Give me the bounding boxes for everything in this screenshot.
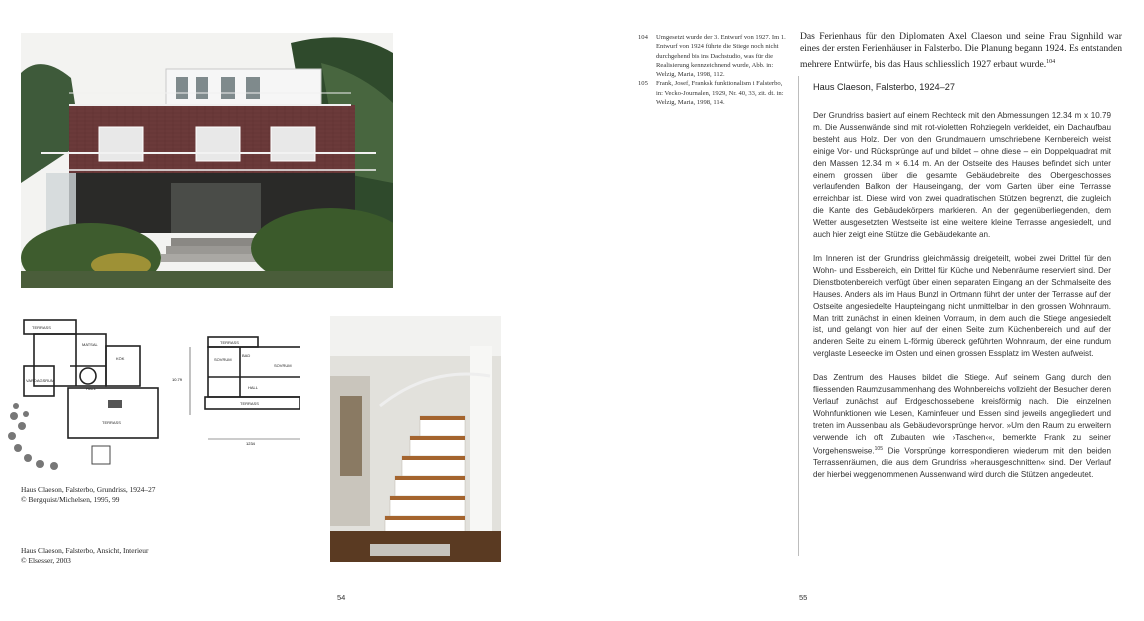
staircase-interior-photo	[330, 316, 501, 562]
box-title: Haus Claeson, Falsterbo, 1924–27	[813, 82, 955, 92]
ground-floor-plan-drawing	[4, 316, 162, 472]
floor-plan-caption-title: Haus Claeson, Falsterbo, Grundriss, 1924–27	[21, 485, 156, 494]
paragraph: Im Inneren ist der Grundriss gleichmässig dreigeteilt, wobei zwei Drittel für den Wohn- und Essbereich, ein Drittel für Küche und Nebenräume reserviert sind. Der Dienstbotenbereich verfügt über einen separaten Eingang an der Schmalseite des Hauses. Anders als im Haus Bunzl in Ortmann führt der unter der Terrasse auf der Ostseite angesiedelte Haupteingang nicht unmittelbar in den grossen Wohnraum. Man tritt zunächst in einen kleinen Vorraum, in dem auch die Stiege angesiedelt ist, und gelangt von hier auf der einen Seite zum Küchenbereich und auf der anderen Seite zu einem L-förmig übereck geführten Wohnraum, der eine rundum verglaste Leseecke im Osten und einen grossen Essplatz im Westen aufweist.	[813, 253, 1111, 359]
svg-text:TERRASS: TERRASS	[220, 340, 239, 345]
photo-caption-title: Haus Claeson, Falsterbo, Ansicht, Interieur	[21, 546, 149, 555]
intro-footnote-ref: 104	[1046, 58, 1056, 65]
svg-text:BAD: BAD	[242, 353, 251, 358]
footnotes	[638, 33, 786, 107]
svg-text:MATSAL: MATSAL	[82, 342, 98, 347]
svg-text:TERRASS: TERRASS	[102, 420, 121, 425]
svg-text:HALL: HALL	[86, 386, 97, 391]
floor-plan-caption-credit: © Bergquist/Michelsen, 1995, 99	[21, 495, 120, 504]
page-number-left: 54	[337, 593, 346, 602]
paragraph-footnote-ref: 105	[874, 445, 883, 452]
svg-text:HALL: HALL	[248, 385, 259, 390]
svg-text:TERRASS: TERRASS	[32, 325, 51, 330]
photo-caption	[21, 546, 221, 566]
staircase-illustration	[330, 316, 501, 562]
svg-text:TERRASS: TERRASS	[240, 401, 259, 406]
paragraph	[813, 372, 1111, 481]
right-page	[572, 0, 1144, 621]
photo-caption-credit: © Elsesser, 2003	[21, 556, 71, 565]
intro-text: Das Ferienhaus für den Diplomaten Axel Claeson und seine Frau Signhild war eines der ersten Ferienhäuser in Falsterbo. Die Planung begann 1924. Es entstanden mehrere Entwürfe, bis das Haus schliesslich 1927 erbaut wurde.	[800, 31, 1122, 70]
svg-text:KÖK: KÖK	[116, 356, 125, 361]
ground-floor-plan	[4, 316, 162, 472]
footnote	[638, 79, 786, 107]
footnote-number: 104	[638, 34, 648, 41]
house-exterior-illustration	[21, 33, 393, 288]
footnote-text: Umgesetzt wurde der 3. Entwurf von 1927. Im 1. Entwurf von 1924 führte die Stiege noch nicht durchgehend bis ins Dachstudio, was für die Realisierung kennzeichnend wurde, Abb. in: Welzig, Maria, 1998, 112.	[656, 34, 786, 79]
footnote-number: 105	[638, 80, 648, 88]
house-exterior-photo	[21, 33, 393, 288]
floor-plan-caption	[21, 485, 221, 505]
svg-text:1234: 1234	[246, 441, 255, 446]
upper-floor-plan-drawing	[170, 325, 300, 465]
paragraph: Der Grundriss basiert auf einem Rechteck mit den Abmessungen 12.34 m x 10.79 m. Die Aussenwände sind mit rot-violetten Rohziegeln verkleidet, ein Dachaufbau besteht aus Holz. Der von den Grundmauern umschriebene Kernbereich weist einige Vor- und Rücksprünge auf und bildet – ohne diese – ein Doppelquadrat mit den Massen 12.34 m × 6.14 m. An der Ostseite des Hauses befindet sich unter einem grossen über die gesamte Gebäudebreite des Obergeschosses verlaufenden Balkon der Hauseingang, der vom Garten über eine Terrasse erreichbar ist. Diese wird von zwei quadratischen Stützen begrenzt, die zugleich die Kante des Gebäudekörpers markieren. An der gegenüberliegenden, dem Wetter ausgesetzten Westseite ist eine weitere kleine Terrasse angesiedelt, und auch hier zeigt eine Stütze die Gebäudekante an.	[813, 111, 1111, 240]
box-text	[813, 110, 1111, 493]
footnote	[638, 33, 786, 79]
svg-text:SOVRUM: SOVRUM	[274, 363, 292, 368]
svg-text:10.79: 10.79	[172, 377, 183, 382]
svg-text:VARDAGSRUM: VARDAGSRUM	[26, 378, 55, 383]
paragraph-text: Das Zentrum des Hauses bildet die Stiege. Auf seinem Gang durch den fliessenden Raumzusammenhang des Wohnbereichs vollzieht der Besucher deren Verlauf zunächst auf Erdgeschossebene kreisförmig nach. Die einzelnen Wohnfunktionen wie Lesen, Kaminfeuer und Essen sind jeweils angegliedert und treten im Aussenbau als Gebäudevorsprünge hervor. »Um den Raum zu erweitern verwende ich oft Zubauten wie ›Taschen‹«, bemerkte Frank zu seiner Vorgehensweise.	[813, 373, 1111, 456]
page-number-right: 55	[799, 593, 808, 602]
svg-text:SOVRUM: SOVRUM	[214, 357, 232, 362]
paragraph-text-continued: Die Vorsprünge korrespondieren wiederum mit den beiden Terrassenräumen, die aus dem Grundriss »herausgeschnitten« sind. Der Verlauf der hierbei weggenommenen Aussenwand wird durch die Stützen angedeutet.	[813, 446, 1112, 480]
upper-floor-plan	[170, 325, 300, 465]
intro-paragraph	[800, 31, 1122, 71]
house-description-box	[798, 76, 1117, 556]
footnote-text: Frank, Josef, Franksk funktionalism i Falsterbo, in: Vecko-Journalen, 1929, Nr. 40, 33, zit. dt. in: Welzig, Maria, 1998, 114.	[656, 80, 784, 107]
